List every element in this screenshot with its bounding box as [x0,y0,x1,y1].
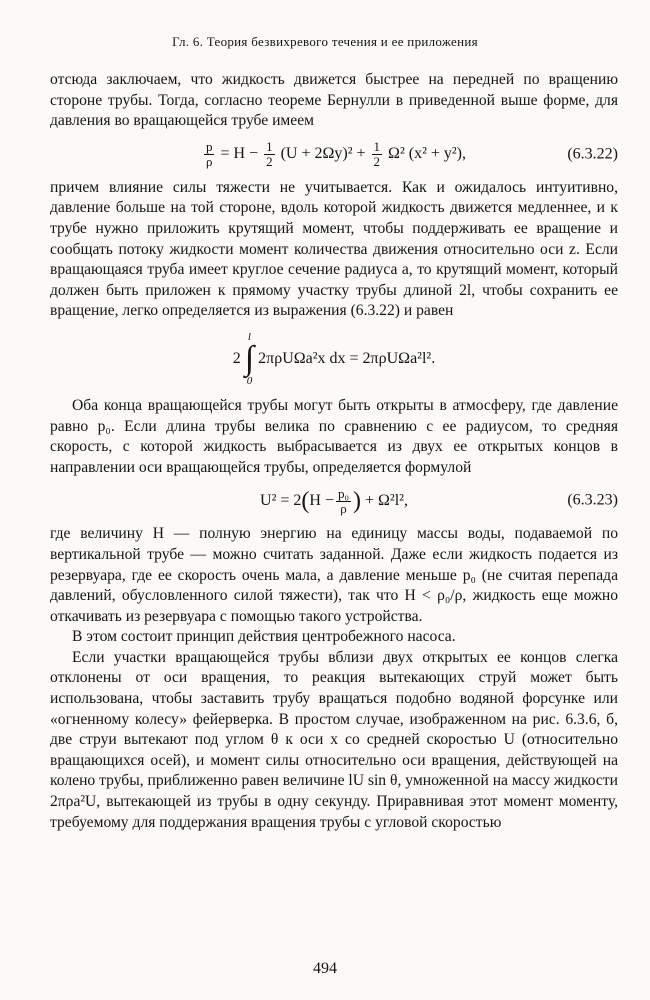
paragraph-2: причем влияние силы тяжести не учитывается. Как и ожидалось интуитивно, давление больше на той стороне, вдоль которой жидкость движется медленнее, и к трубе нужно приложить крутящий момент, чтобы поддерживать ее вращение и сообщать потоку жидкости момент количества движения относительно оси z. Если вращающаяся труба имеет круглое сечение радиуса a, то крутящий момент, который должен быть приложен к прямому участку трубы длиной 2l, чтобы сохранить ее вращение, легко определяется из выражения (6.3.22) и равен [50,178,618,320]
integral-sign [245,331,254,387]
integral-symbol: ∫ [244,339,255,377]
eq1-term-a: = H − [220,145,259,163]
eq3-tail: + Ω²l², [365,492,408,510]
eq3-open-paren: ( [301,488,310,515]
p0-over-rho-fraction: $\frac{\text{p₀}}{\rho}$ [337,485,350,516]
half-fraction-2: $\frac{1}{2}$ [373,139,381,170]
eq1-term-c: Ω² (x² + y²), [388,145,467,163]
paragraph-4: где величину H — полную энергию на единицу массы воды, подаваемой по вертикальной трубе — можно считать заданной. Даже если жидкость подается из резервуара, где ее скорость очень мала, а давление меньше p₀ (не считая перепада давлений, обусловленного силой тяжести), так что H < ρ₀/ρ, жидкость еще можно откачивать из резервуара с помощью такого устройства. [50,525,618,625]
half-fraction-1: $\frac{1}{2}$ [266,139,273,170]
eq1-term-b: (U + 2Ωy)² + [280,145,366,163]
eq3-lhs: U² = 2 [260,492,302,510]
pressure-fraction: $\frac{p}{\rho}$ [205,139,213,170]
running-header: Гл. 6. Теория безвихревого течения и ее приложения [172,34,478,49]
eq3-h: H − [309,492,334,510]
paragraph-3: Оба конца вращающейся трубы могут быть открыты в атмосферу, где давление равно p₀. Если длина трубы велика по сравнению с ее радиусом, то средняя скорость, с которой жидкость выбрасывается из двух ее открытых концов в направлении оси вращающейся трубы, определяется формулой [50,396,618,476]
integral-upper-limit: l [247,330,251,343]
equation-number-6-3-22: (6.3.22) [567,145,618,163]
paragraph-6: Если участки вращающейся трубы вблизи двух открытых ее концов слегка отклонены от оси вращения, то реакция вытекающих струй может быть использована, чтобы заставить трубу вращаться подобно водяной форсунке или «огненному колесу» фейерверка. В простом случае, изображенном на рис. 6.3.6, б, две струи вытекают под углом θ к оси x со средней скоростью U (относительно вращающихся осей), и момент силы относительно оси вращения, действующей на колено трубы, приближенно равен величине lU sin θ, умноженной на массу жидкости 2πρa²U, вытекающей из трубы в одну секунду. Приравнивая этот момент моменту, требуемому для поддержания вращения трубы с угловой скоростью [50,648,618,831]
equation-6-3-23 [50,478,618,524]
integral-expression: 2πρUΩa²x dx = 2πρUΩa²l². [258,349,436,367]
body-text [50,70,618,833]
page-number: 494 [313,960,337,977]
eq3-close-paren: ) [353,488,362,515]
torque-integral-equation [50,322,618,396]
paragraph-5: В этом состоит принцип действия центробежного насоса. [72,628,456,646]
integral-lower-limit: 0 [246,374,253,387]
integral-coefficient: 2 [232,349,241,367]
paragraph-1: отсюда заключаем, что жидкость движется быстрее на передней по вращению стороне трубы. Тогда, согласно теореме Бернулли в приведенной выше форме, для давления во вращающейся трубе имеем [50,71,618,130]
equation-number-6-3-23: (6.3.23) [567,492,618,510]
equation-6-3-22 [50,132,618,178]
